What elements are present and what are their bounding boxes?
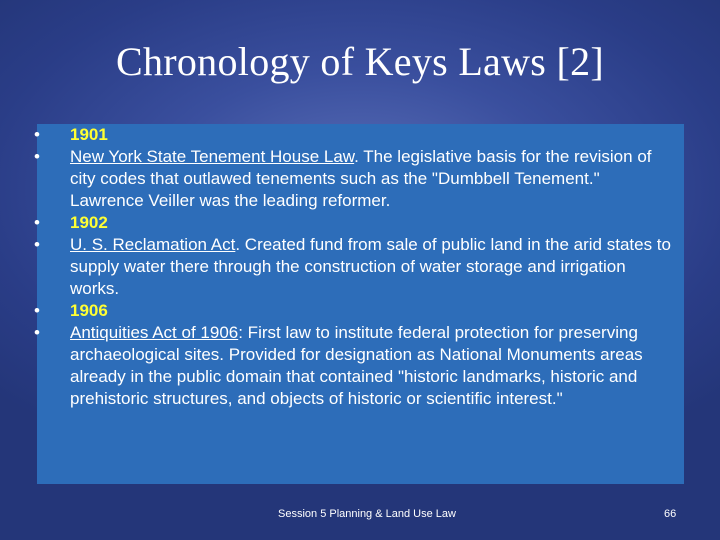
bullet-year-1906: [34, 300, 674, 322]
page-number: 66: [664, 508, 677, 520]
year-label: 1901: [70, 125, 108, 144]
bullet-entry-reclamation-act: [34, 234, 674, 300]
tenement-house-law-link[interactable]: New York State Tenement House Law: [70, 147, 355, 166]
bullet-dot-icon: •: [34, 125, 40, 144]
bullet-dot-icon: •: [34, 213, 40, 232]
bullet-dot-icon: •: [34, 235, 40, 254]
entry-description: . Created fund from sale of public land in the arid states to supply water there through the construction of water storage and irrigation works.: [70, 235, 671, 298]
year-label: 1902: [70, 213, 108, 232]
reclamation-act-link[interactable]: U. S. Reclamation Act: [70, 235, 236, 254]
year-label: 1906: [70, 301, 108, 320]
entry-description: . The legislative basis for the revision of city codes that outlawed tenements such as the "Dumbbell Tenement." Lawrence Veiller was the leading reformer.: [70, 147, 652, 210]
bullet-year-1902: [34, 212, 674, 234]
bullet-entry-antiquities-act: [34, 322, 674, 410]
bullet-dot-icon: •: [34, 301, 40, 320]
slide-title: Chronology of Keys Laws [2]: [115, 39, 605, 84]
bullet-entry-tenement-law: [34, 146, 674, 212]
bullet-dot-icon: •: [34, 147, 40, 166]
antiquities-act-link[interactable]: Antiquities Act of 1906: [70, 323, 239, 342]
entry-description: : First law to institute federal protection for preserving archaeological sites. Provided for designation as National Monuments areas already in the public domain that contained "historic landmarks, historic and prehistoric structures, and objects of historic or scientific interest.": [70, 323, 643, 408]
bullet-year-1901: [34, 124, 674, 146]
bullet-dot-icon: •: [34, 323, 40, 342]
bullet-list: [34, 124, 674, 410]
footer-session-label: Session 5 Planning & Land Use Law: [278, 508, 456, 520]
